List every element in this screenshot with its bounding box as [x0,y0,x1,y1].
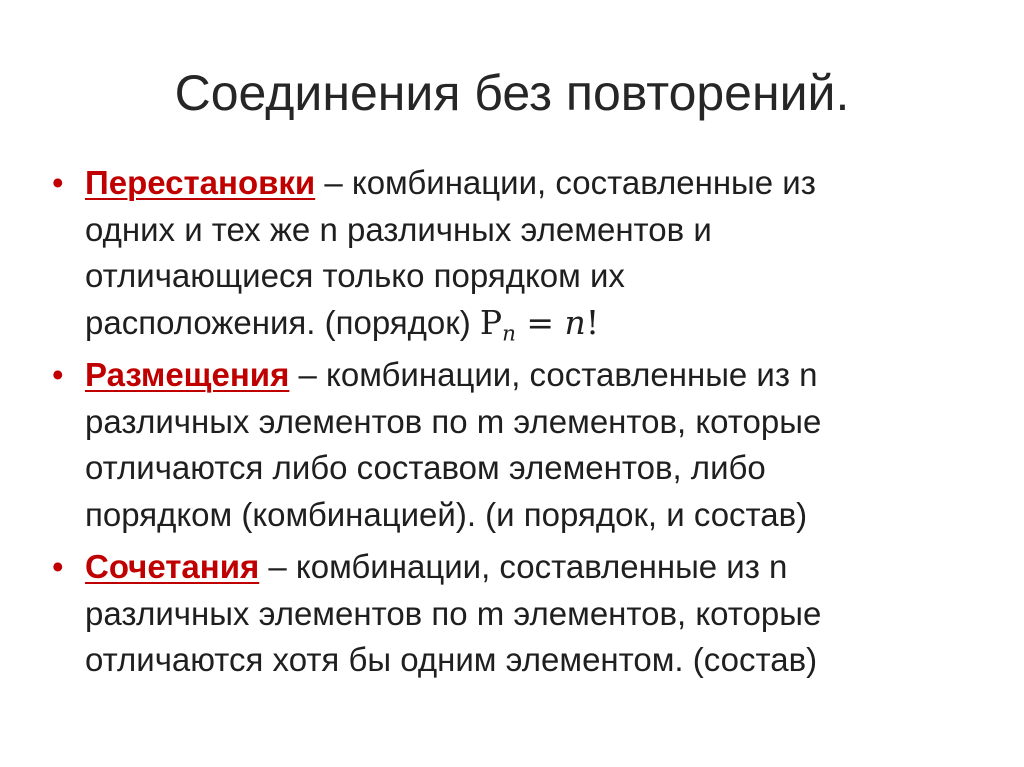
formula-rhs-suffix: ! [585,302,600,342]
definition-text: одних и тех же n различных элементов и [85,210,712,248]
definition-text: отличаются хотя бы одним элементом. (состав) [85,641,818,678]
formula-rhs-var: n [564,302,586,342]
item-first-line [85,544,992,591]
definition-text: – комбинации, составленные из n [289,356,818,393]
item-last-line [85,300,992,347]
permutation-formula [479,302,600,346]
bullet-icon: • [52,356,64,393]
list-item-arrangements [52,352,992,538]
definition-text: порядком (комбинацией). (и порядок, и состав) [85,495,808,533]
formula-symbol: P [479,302,503,342]
list-item-permutations [52,160,992,346]
list-item-combinations [52,544,992,684]
definition-text: различных элементов по m элементов, которые [85,594,822,632]
term-combinations: Сочетания [85,548,260,585]
term-arrangements: Размещения [85,356,290,393]
slide-title: Соединения без повторений. [174,65,850,121]
definition-text: отличающиеся только порядком их [85,257,625,294]
item-first-line [85,352,992,399]
bullet-list [52,160,992,690]
definition-text: расположения. (порядок) [85,303,480,341]
definition-text: – комбинации, составленные из [315,164,816,201]
formula-equals: = [515,302,565,342]
definition-text: отличаются либо составом элементов, либо [85,449,766,486]
item-first-line [85,160,992,207]
bullet-icon: • [52,548,64,585]
bullet-icon: • [52,164,64,201]
definition-text: – комбинации, составленные из n [259,548,788,585]
term-permutations: Перестановки [85,164,316,201]
definition-text: различных элементов по m элементов, которые [85,402,822,440]
formula-subscript: n [502,320,516,346]
